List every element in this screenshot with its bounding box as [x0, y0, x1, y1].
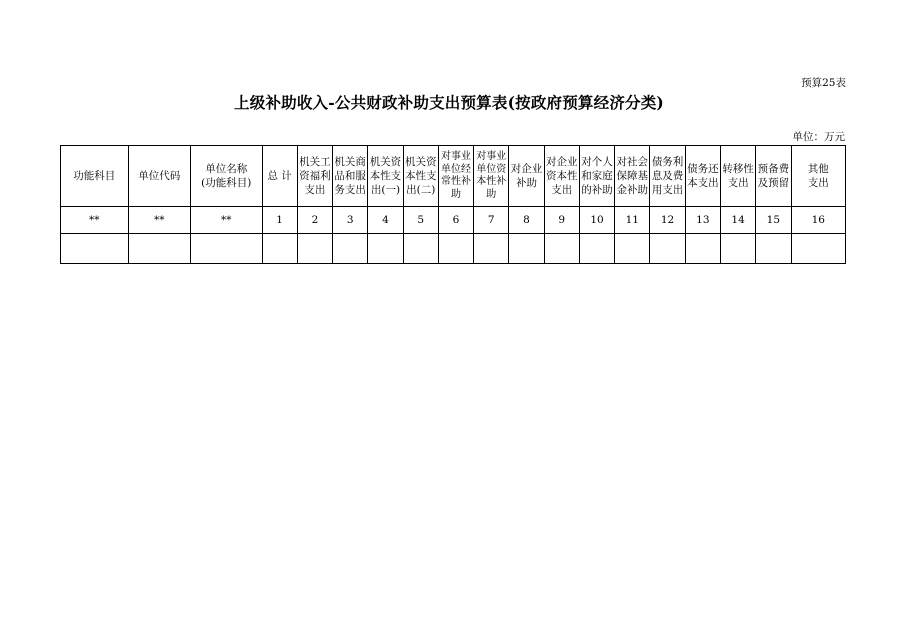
data-cell [474, 234, 509, 264]
data-cell [333, 234, 368, 264]
code-cell: 15 [756, 207, 791, 234]
code-cell: 14 [720, 207, 755, 234]
header-row [61, 146, 846, 207]
header-cell-debt-interest: 债务利 息及费 用支出 [650, 146, 685, 207]
code-cell: 3 [333, 207, 368, 234]
data-cell [438, 234, 473, 264]
header-cell-institution-capital: 对事业 单位资 本性补 助 [474, 146, 509, 207]
code-row [61, 207, 846, 234]
header-cell-enterprise-capital: 对企业 资本性 支出 [544, 146, 579, 207]
data-cell [756, 234, 791, 264]
data-cell [579, 234, 614, 264]
data-cell [403, 234, 438, 264]
data-cell [791, 234, 846, 264]
data-cell [685, 234, 720, 264]
code-cell: 4 [368, 207, 403, 234]
data-cell [297, 234, 332, 264]
page-title: 上级补助收入-公共财政补助支出预算表(按政府预算经济分类) [234, 93, 664, 112]
code-cell: 6 [438, 207, 473, 234]
data-cell [720, 234, 755, 264]
unit-label: 单位：万元 [792, 131, 845, 143]
header-cell-other: 其他 支出 [791, 146, 846, 207]
header-cell-goods-services: 机关商 品和服 务支出 [333, 146, 368, 207]
code-cell: 2 [297, 207, 332, 234]
data-cell [61, 234, 129, 264]
header-cell-reserve: 预备费 及预留 [756, 146, 791, 207]
header-cell-wage-welfare: 机关工 资福利 支出 [297, 146, 332, 207]
code-cell: 8 [509, 207, 544, 234]
data-cell [128, 234, 190, 264]
budget-table [60, 145, 846, 264]
form-number: 预算25表 [801, 77, 846, 89]
data-cell [509, 234, 544, 264]
data-row [61, 234, 846, 264]
code-cell: 13 [685, 207, 720, 234]
code-cell: 5 [403, 207, 438, 234]
header-cell-institution-recurrent: 对事业 单位经 常性补 助 [438, 146, 473, 207]
data-cell [190, 234, 262, 264]
code-cell: ** [128, 207, 190, 234]
code-cell: 16 [791, 207, 846, 234]
header-cell-enterprise-subsidy: 对企业 补助 [509, 146, 544, 207]
header-cell-household-subsidy: 对个人 和家庭 的补助 [579, 146, 614, 207]
header-cell-total: 总 计 [262, 146, 297, 207]
header-cell-capital-1: 机关资 本性支 出(一) [368, 146, 403, 207]
data-cell [615, 234, 650, 264]
header-cell-unit-name: 单位名称 (功能科目) [190, 146, 262, 207]
code-cell: 11 [615, 207, 650, 234]
data-cell [650, 234, 685, 264]
header-cell-social-security: 对社会 保障基 金补助 [615, 146, 650, 207]
code-cell: 9 [544, 207, 579, 234]
data-cell [262, 234, 297, 264]
code-cell: ** [61, 207, 129, 234]
data-cell [544, 234, 579, 264]
code-cell: 7 [474, 207, 509, 234]
header-cell-function-subject: 功能科目 [61, 146, 129, 207]
header-cell-capital-2: 机关资 本性支 出(二) [403, 146, 438, 207]
code-cell: 10 [579, 207, 614, 234]
code-cell: 1 [262, 207, 297, 234]
header-cell-unit-code: 单位代码 [128, 146, 190, 207]
header-cell-debt-principal: 债务还 本支出 [685, 146, 720, 207]
data-cell [368, 234, 403, 264]
header-cell-transfer: 转移性 支出 [720, 146, 755, 207]
code-cell: ** [190, 207, 262, 234]
code-cell: 12 [650, 207, 685, 234]
